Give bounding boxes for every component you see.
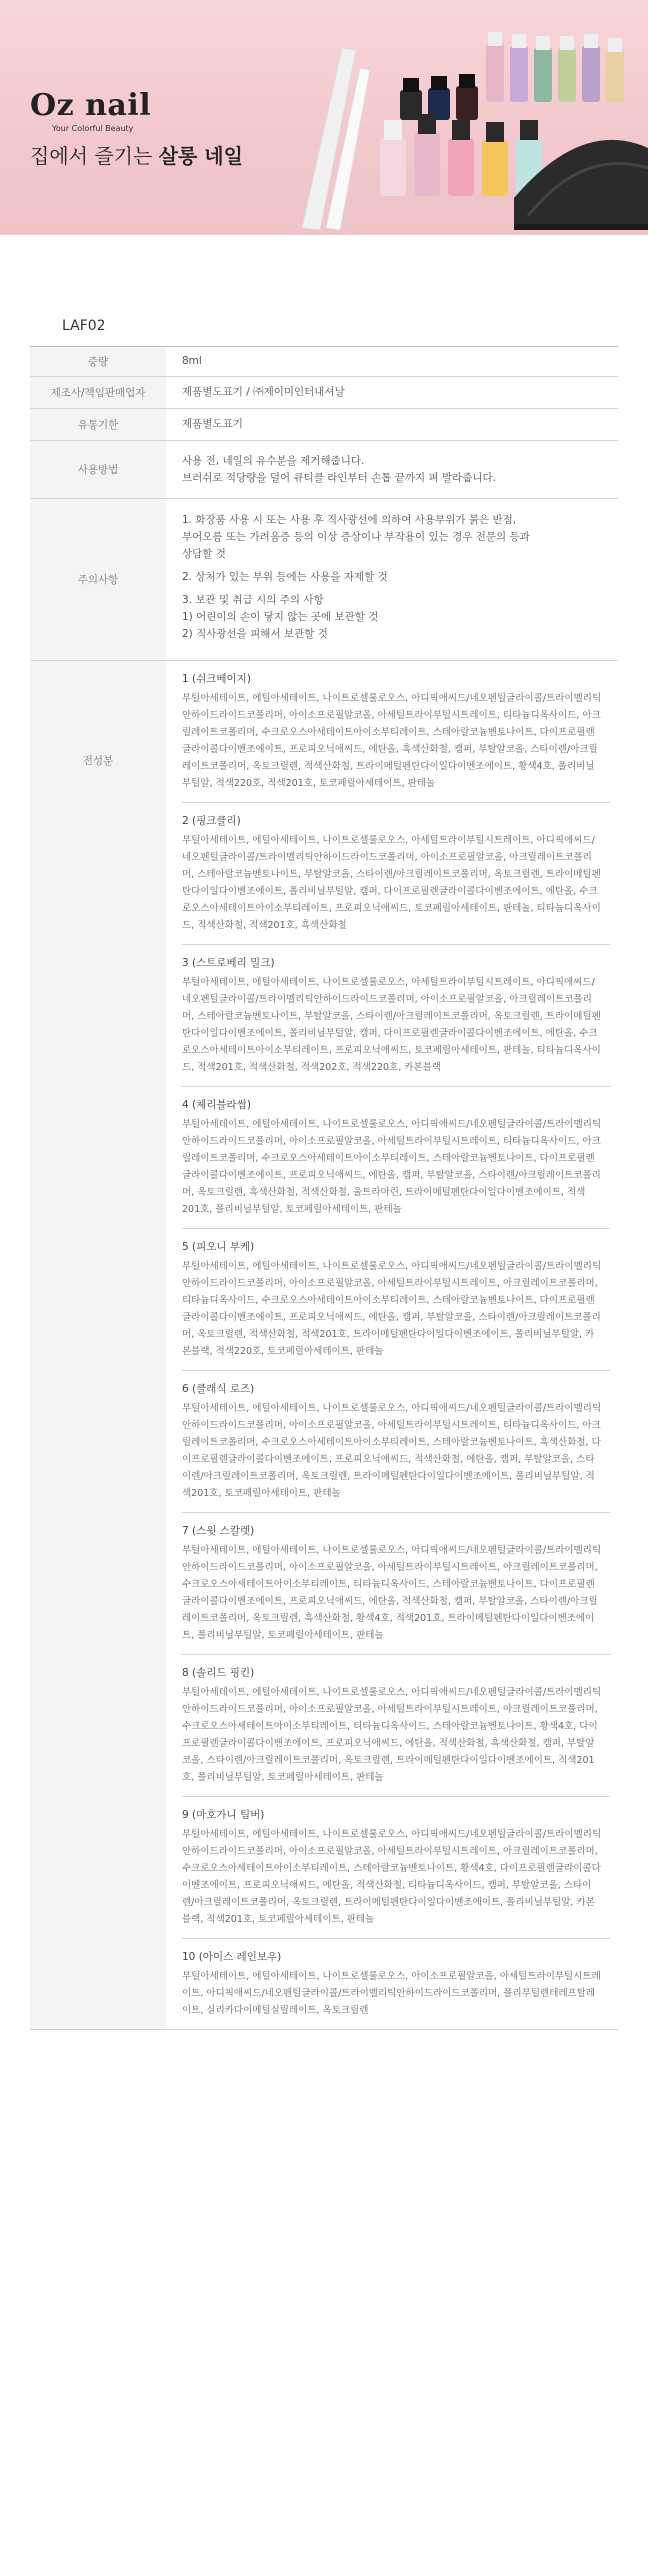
nail-polish-bottles-back — [400, 32, 624, 120]
caution-list — [166, 499, 618, 661]
ingredient-block — [182, 1797, 610, 1939]
caution-item: 2. 상처가 있는 부위 등에는 사용을 자제할 것 — [182, 571, 388, 583]
caution-item: 3. 보관 및 취급 시의 주의 사항 1) 어린이의 손이 닿지 않는 곳에 보관할 것 2) 직사광선을 피해서 보관할 것 — [182, 594, 379, 640]
ingredient-block — [182, 1371, 610, 1513]
banner-tagline — [30, 140, 243, 169]
ingredient-shade-title: 7 (스윗 스칼렛) — [182, 1525, 255, 1537]
ingredient-shade-title: 9 (마호가니 팀버) — [182, 1809, 265, 1821]
spec-value: 8ml — [166, 347, 618, 377]
ingredient-block — [182, 661, 610, 803]
caution-item: 1. 화장품 사용 시 또는 사용 후 직사광선에 의하여 사용부위가 붉은 반점, 부어오름 또는 가려움증 등의 이상 증상이나 부작용이 있는 경우 전문의 등과 상담할 것 — [182, 514, 530, 560]
spec-label: 제조사/책임판매업자 — [30, 377, 166, 409]
ingredient-text: 부틸아세테이트, 에틸아세테이트, 나이트로셀룰로오스, 아세틸트라이부틸시트레이트, 아디픽애씨드/네오펜틸글라이콜/트라이멜리틱안하이드라이드코폴리머, 아이소프로필알코올, 아크릴레이트코폴리머, 스테아랄코늄벤토나이트, 부탈알코올, 스타이렌/아크릴레이트코폴리머, 옥토크릴렌, 트라이메틸펜탄다이일다이벤조에이트, 폴리비닐부틸알, 캠퍼, 다이프로필렌글라이콜다이벤조에이트, 에탄올, 수크로오스아세테이트아이소부티레이트, 프로피오닉애씨드, 토코페릴아세테이트, 판테놀, 티타늄디옥사이드, 적색201호, 적색산화철, 적색202호, 적색220호, 카본블랙 — [182, 977, 601, 1073]
spec-label: 사용방법 — [30, 441, 166, 499]
spec-value: 제품별도표기 / ㈜제이미인터내셔날 — [166, 377, 618, 409]
ingredients-list — [166, 661, 618, 2030]
product-spec-table — [30, 346, 618, 2030]
spec-row-weight — [30, 347, 618, 377]
brand-logo: Oz nail — [30, 88, 152, 123]
nail-file — [302, 48, 370, 230]
ingredient-text: 부틸아세테이트, 에틸아세테이트, 나이트로셀룰로오스, 아세틸트라이부틸시트레이트, 아디픽애씨드/네오펜틸글라이콜/트라이멜리틱안하이드라이드코폴리머, 아이소프로필알코올, 아크릴레이트코폴리머, 스테아랄코늄벤토나이트, 부탈알코올, 스타이렌/아크릴레이트코폴리머, 옥토크릴렌, 트라이메틸펜탄다이일다이벤조에이트, 폴리비닐부틸알, 캠퍼, 다이프로필렌글라이콜다이벤조에이트, 에탄올, 수크로오스아세테이트아이소부티레이트, 프로피오닉애씨드, 토코페릴아세테이트, 판테놀, 티타늄디옥사이드, 적색산화철, 적색201호, 흑색산화철 — [182, 835, 601, 931]
spec-label: 유통기한 — [30, 409, 166, 441]
ingredient-block — [182, 1513, 610, 1655]
spec-value: 제품별도표기 — [166, 409, 618, 441]
spec-label: 주의사항 — [30, 499, 166, 661]
ingredient-text: 부틸아세테이트, 에틸아세테이트, 나이트로셀룰로오스, 아디픽애씨드/네오펜틸글라이콜/트라이멜리틱안하이드라이드코폴리머, 아이소프로필알코올, 아세틸트라이부틸시트레이트, 아크릴레이트코폴리머, 수크로오스아세테이트아이소부티레이트, 티타늄디옥사이드, 스테아랄코늄벤토나이트, 다이프로필렌글라이콜다이벤조에이트, 프로피오닉애씨드, 에탄올, 적색산화철, 캠퍼, 부탈알코올, 스타이렌/아크릴레이트코폴리머, 옥토크릴렌, 흑색산화철, 황색4호, 적색201호, 트라이메틸펜탄다이일다이벤조에이트, 폴리비닐부틸알, 토코페릴아세테이트, 판테놀 — [182, 1545, 602, 1641]
spec-row-caution — [30, 499, 618, 661]
ingredient-text: 부틸아세테이트, 에틸아세테이트, 나이트로셀룰로오스, 아디픽애씨드/네오펜틸글라이콜/트라이멜리틱안하이드라이드코폴리머, 아이소프로필알코올, 아세틸트라이부틸시트레이트, 아크릴레이트코폴리머, 수크로오스아세테이트아이소부티레이트, 티타늄디옥사이드, 스테아랄코늄벤토나이트, 황색4호, 다이프로필렌글라이콜다이벤조에이트, 프로피오닉애씨드, 에탄올, 적색산화철, 흑색산화철, 캠퍼, 부탈알코올, 스타이렌/아크릴레이트코폴리머, 옥토크릴렌, 트라이메틸펜탄다이일다이벤조에이트, 적색201호, 폴리비닐부틸알, 토코페릴아세테이트, 판테놀 — [182, 1687, 602, 1783]
spec-label — [30, 661, 166, 2030]
spec-row-expiry — [30, 409, 618, 441]
ingredients-label: 전성분 — [82, 755, 114, 767]
ingredient-text: 부틸아세테이트, 에틸아세테이트, 나이트로셀룰로오스, 아디픽애씨드/네오펜틸글라이콜/트라이멜리틱안하이드라이드코폴리머, 아이소프로필알코올, 아세틸트라이부틸시트레이트, 아크릴레이트코폴리머, 수크로오스아세테이트아이소부티레이트, 스테아랄코늄벤토나이트, 황색4호, 다이프로필렌글라이콜다이벤조에이트, 프로피오닉애씨드, 에탄올, 적색산화철, 티타늄디옥사이드, 캠퍼, 부탈알코올, 스타이렌/아크릴레이트코폴리머, 옥토크릴렌, 트라이메틸펜탄다이일다이벤조에이트, 폴리비닐부틸알, 카본블랙, 적색201호, 토코페릴아세테이트, 판테놀 — [182, 1829, 602, 1925]
ingredient-shade-title: 8 (솔리드 핑킨) — [182, 1667, 255, 1679]
spec-row-manufacturer — [30, 377, 618, 409]
spec-label: 중량 — [30, 347, 166, 377]
ingredient-block — [182, 1655, 610, 1797]
ingredient-shade-title: 3 (스트로베리 밀크) — [182, 957, 275, 969]
spec-row-ingredients — [30, 661, 618, 2030]
ingredient-shade-title: 6 (클래식 로즈) — [182, 1383, 255, 1395]
product-code: LAF02 — [62, 318, 106, 334]
ingredient-text: 부틸아세테이트, 에틸아세테이트, 나이트로셀룰로오스, 아이소프로필알코올, 아세틸트라이부틸시트레이트, 아디픽애씨드/네오펜틸글라이콜/트라이멜리틱안하이드라이드코폴리머, 폴리부틸렌테레프탈레이트, 실리카다이메틸실릴레이트, 옥토크릴렌 — [182, 1971, 601, 2016]
product-photo — [282, 28, 648, 235]
ingredient-text: 부틸아세테이트, 에틸아세테이트, 나이트로셀룰로오스, 아디픽애씨드/네오펜틸글라이콜/트라이멜리틱안하이드라이드코폴리머, 아이소프로필알코올, 아세틸트라이부틸시트레이트, 티타늄디옥사이드, 아크릴레이트코폴리머, 수크로오스아세테이트아이소부티레이트, 스테아랄코늄벤토나이트, 다이프로필렌글라이콜다이벤조에이트, 프로피오닉애씨드, 에탄올, 흑색산화철, 캠퍼, 부탈알코올, 스타이렌/아크릴레이트코폴리머, 옥토크릴렌, 적색산화철, 트라이메틸펜탄다이일다이벤조에이트, 황색4호, 폴리비닐부틸알, 적색220호, 적색201호, 토코페릴아세테이트, 판테놀 — [182, 693, 602, 789]
ingredient-shade-title: 2 (핑크클리) — [182, 815, 241, 827]
tagline-prefix: 집에서 즐기는 — [30, 144, 159, 168]
brand-slogan: Your Colorful Beauty — [52, 124, 134, 133]
ingredient-block — [182, 945, 610, 1087]
ingredient-block — [182, 1087, 610, 1229]
ingredient-shade-title: 1 (쉬크베이지) — [182, 673, 251, 685]
hero-banner — [0, 0, 648, 235]
ingredient-text: 부틸아세테이트, 에틸아세테이트, 나이트로셀룰로오스, 아디픽애씨드/네오펜틸글라이콜/트라이멜리틱안하이드라이드코폴리머, 아이소프로필알코올, 아세틸트라이부틸시트레이트, 티타늄디옥사이드, 아크릴레이트코폴리머, 수크로오스아세테이트아이소부티레이트, 스테아랄코늄벤토나이트, 다이프로필렌글라이콜다이벤조에이트, 프로피오닉애씨드, 에탄올, 캠퍼, 부탈알코올, 스타이렌/아크릴레이트코폴리머, 옥토크릴렌, 흑색산화철, 적색산화철, 울트라마린, 트라이메틸펜탄다이일다이벤조에이트, 적색201호, 폴리비닐부틸알, 토코페릴아세테이트, 판테놀 — [182, 1119, 602, 1215]
ingredient-shade-title: 10 (아이스 레인보우) — [182, 1951, 282, 1963]
ingredient-shade-title: 4 (체리블라썸) — [182, 1099, 251, 1111]
ingredient-text: 부틸아세테이트, 에틸아세테이트, 나이트로셀룰로오스, 아디픽애씨드/네오펜틸글라이콜/트라이멜리틱안하이드라이드코폴리머, 아이소프로필알코올, 아세틸트라이부틸시트레이트, 티타늄디옥사이드, 아크릴레이트코폴리머, 수크로오스아세테이트아이소부티레이트, 스테아랄코늄벤토나이트, 흑색산화철, 다이프로필렌글라이콜다이벤조에이트, 프로피오닉애씨드, 적색산화철, 에탄올, 캠퍼, 부탈알코올, 스타이렌/아크릴레이트코폴리머, 옥토크릴렌, 트라이메틸펜탄다이일다이벤조에이트, 폴리비닐부틸알, 적색201호, 토코페릴아세테이트, 판테놀 — [182, 1403, 602, 1499]
spec-value: 사용 전, 네일의 유수분을 제거해줍니다. 브러쉬로 적당량을 덜어 큐티클 라인부터 손톱 끝까지 펴 발라줍니다. — [166, 441, 618, 499]
ingredient-text: 부틸아세테이트, 에틸아세테이트, 나이트로셀룰로오스, 아디픽애씨드/네오펜틸글라이콜/트라이멜리틱안하이드라이드코폴리머, 아이소프로필알코올, 아세틸트라이부틸시트레이트, 아크릴레이트코폴리머, 티타늄디옥사이드, 수크로오스아세테이트아이소부티레이트, 스테아랄코늄벤토나이트, 다이프로필렌글라이콜다이벤조에이트, 프로피오닉애씨드, 에탄올, 캠퍼, 부탈알코올, 스타이렌/아크릴레이트코폴리머, 옥토크릴렌, 적색산화철, 적색201호, 트라이메틸펜탄다이일다이벤조에이트, 폴리비닐부틸알, 카본블랙, 적색220호, 토코페릴아세테이트, 판테놀 — [182, 1261, 602, 1357]
ingredient-shade-title: 5 (피오니 부케) — [182, 1241, 255, 1253]
ingredient-block — [182, 1229, 610, 1371]
tagline-highlight: 살롱 네일 — [158, 144, 243, 168]
ingredient-block — [182, 1939, 610, 2029]
nail-polish-bottles-front — [380, 114, 542, 196]
ingredient-block — [182, 803, 610, 945]
spec-row-usage — [30, 441, 618, 499]
